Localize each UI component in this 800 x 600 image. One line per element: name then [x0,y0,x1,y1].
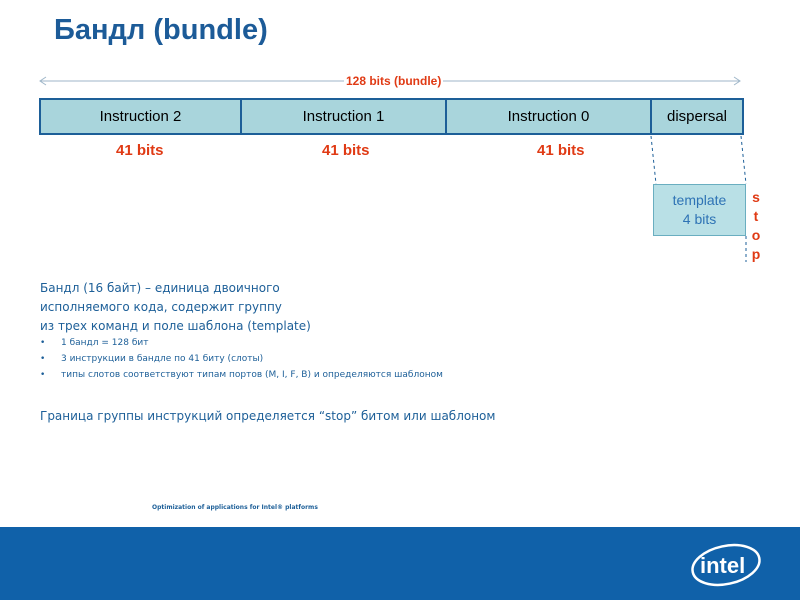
template-bits: 4 bits [682,211,717,227]
instruction-2-bits: 41 bits [116,142,164,159]
bullet-item: • типы слотов соответствуют типам портов (M, I, F, B) и определяются шаблоном [40,367,443,383]
bullet-icon: • [40,338,46,348]
bundle-size-label: 128 bits (bundle) [346,74,442,88]
bullet-icon: • [40,354,46,364]
instruction-0-bits: 41 bits [537,142,585,159]
stop-letter: s [752,189,760,205]
stop-letter: t [753,208,759,224]
connector-right [741,136,746,184]
intel-logo-text: intel [700,553,746,578]
bullet-list [40,335,443,383]
template-label: template [672,192,727,208]
instruction-1-bits: 41 bits [322,142,370,159]
footer-bar [0,527,800,600]
bundle-description [40,279,311,336]
connector-left [651,136,656,184]
instruction-0-slot: Instruction 0 [445,98,652,135]
description-line: из трех команд и поле шаблона (template) [40,319,311,333]
dispersal-field: dispersal [650,98,744,135]
footer-note: Optimization of applications for Intel® platforms [152,504,318,511]
stop-letter: o [751,227,761,243]
instruction-2-slot: Instruction 2 [39,98,242,135]
description-line: Бандл (16 байт) – единица двоичного [40,281,280,295]
bullet-icon: • [40,370,46,380]
bullet-item: • 3 инструкции в бандле по 41 биту (слоты) [40,351,443,367]
template-field [653,184,746,236]
bullet-item: • 1 бандл = 128 бит [40,335,443,351]
intel-logo [688,540,768,590]
group-boundary-text: Граница группы инструкций определяется “stop” битом или шаблоном [40,409,496,423]
stop-bit-label [749,188,763,264]
stop-letter: p [751,246,761,262]
instruction-1-slot: Instruction 1 [240,98,447,135]
page-title: Бандл (bundle) [54,14,268,46]
description-line: исполняемого кода, содержит группу [40,300,282,314]
